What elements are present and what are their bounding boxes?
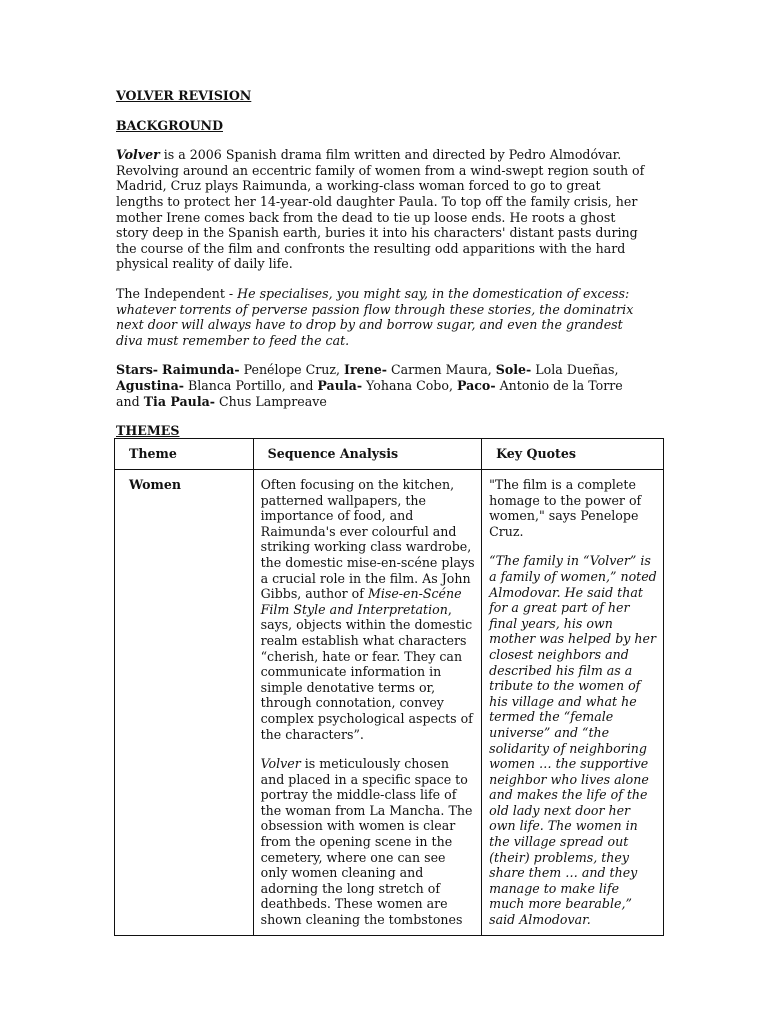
star-role-raimunda: Raimunda- bbox=[162, 362, 240, 378]
table-header-theme: Theme bbox=[115, 439, 254, 470]
book-title: Mise-en-Scéne Film Style and Interpretation bbox=[260, 586, 462, 617]
star-actor-tia-paula: Chus Lampreave bbox=[215, 393, 327, 409]
quote-paragraph-2: “The family in “Volver” is a family of women,” noted Almodovar. He said that for a great part of her final years, his own mother was helped by her closest neighbors and described his film as a tribute to the women of his village and what he termed the “female universe” and “the solidarity of neighboring women … the supportive neighbor who lives alone and makes the life of the old lady next door her own life. The women in the village spread out (their) problems, they share them … and they manage to make life much more bearable,” said Almodovar. bbox=[489, 553, 657, 928]
independent-source: The Independent - bbox=[116, 285, 238, 301]
stars-paragraph bbox=[116, 362, 648, 409]
star-actor-raimunda: Penélope Cruz, bbox=[239, 362, 345, 378]
table-header-key-quotes: Key Quotes bbox=[482, 439, 664, 470]
table-header-row bbox=[115, 439, 664, 470]
film-title: Volver bbox=[116, 147, 160, 163]
star-role-tia-paula: Tia Paula- bbox=[143, 393, 216, 409]
background-heading: BACKGROUND bbox=[116, 117, 223, 133]
themes-table bbox=[114, 438, 664, 936]
table-header-sequence-analysis: Sequence Analysis bbox=[253, 439, 482, 470]
analysis-paragraph-1: Often focusing on the kitchen, patterned wallpapers, the importance of food, and Raimunda's ever colourful and striking working class wardrobe, the domestic mise-en-scéne plays a crucial role in the film. As John Gibbs, author of Mise-en-Scéne Film Style and Interpretation, says, objects within the domestic realm establish what characters “cherish, hate or fear. They can communicate information in simple denotative terms or, through connotation, convey complex psychological aspects of the characters”. bbox=[260, 477, 475, 742]
document-title: VOLVER REVISION bbox=[116, 88, 252, 103]
stars-label: Stars- bbox=[116, 362, 159, 378]
theme-name: Women bbox=[129, 477, 182, 492]
table-row bbox=[115, 470, 664, 936]
independent-quote: He specialises, you might say, in the domestication of excess: whatever torrents of perverse passion flow through these stories, the dominatrix next door will always have to drop by and borrow sugar, and even the grandest diva must remember to feed the cat. bbox=[116, 285, 634, 348]
quotes-cell bbox=[482, 470, 664, 936]
document-page bbox=[116, 88, 648, 439]
star-role-agustina: Agustina- bbox=[116, 377, 184, 393]
star-actor-irene: Carmen Maura, bbox=[386, 362, 496, 378]
star-role-irene: Irene- bbox=[344, 362, 387, 378]
intro-text: is a 2006 Spanish drama film written and directed by Pedro Almodóvar. Revolving around an eccentric family of women from a wind-swept region south of Madrid, Cruz plays Raimunda, a working-class woman forced to go to great lengths to protect her 14-year-old daughter Paula. To top off the family crisis, her mother Irene comes back from the dead to tie up loose ends. He roots a ghost story deep in the Spanish earth, buries it into his characters' distant pasts during the course of the film and confronts the resulting odd apparitions with the hard physical reality of daily life. bbox=[116, 147, 645, 272]
star-role-paula: Paula- bbox=[317, 377, 363, 393]
star-role-sole: Sole- bbox=[495, 362, 532, 378]
star-role-paco: Paco- bbox=[456, 377, 496, 393]
intro-paragraph bbox=[116, 147, 648, 272]
star-actor-agustina: Blanca Portillo, and bbox=[183, 377, 318, 393]
star-actor-sole: Lola Dueñas, bbox=[531, 362, 619, 378]
star-actor-paula: Yohana Cobo, bbox=[362, 377, 457, 393]
analysis-cell bbox=[253, 470, 482, 936]
analysis-paragraph-2: Volver is meticulously chosen and placed in a specific space to portray the middle-class life of the woman from La Mancha. The obsession with women is clear from the opening scene in the cemetery, where one can see only women cleaning and adorning the long stretch of deathbeds. These women are shown cleaning the tombstones bbox=[260, 756, 473, 928]
star-actor-paco: Antonio de la Torre and bbox=[116, 377, 623, 409]
themes-heading: THEMES bbox=[116, 423, 180, 439]
independent-paragraph bbox=[116, 286, 648, 348]
quote-paragraph-1: "The film is a complete homage to the power of women," says Penelope Cruz. bbox=[489, 477, 642, 539]
theme-cell bbox=[115, 470, 254, 936]
